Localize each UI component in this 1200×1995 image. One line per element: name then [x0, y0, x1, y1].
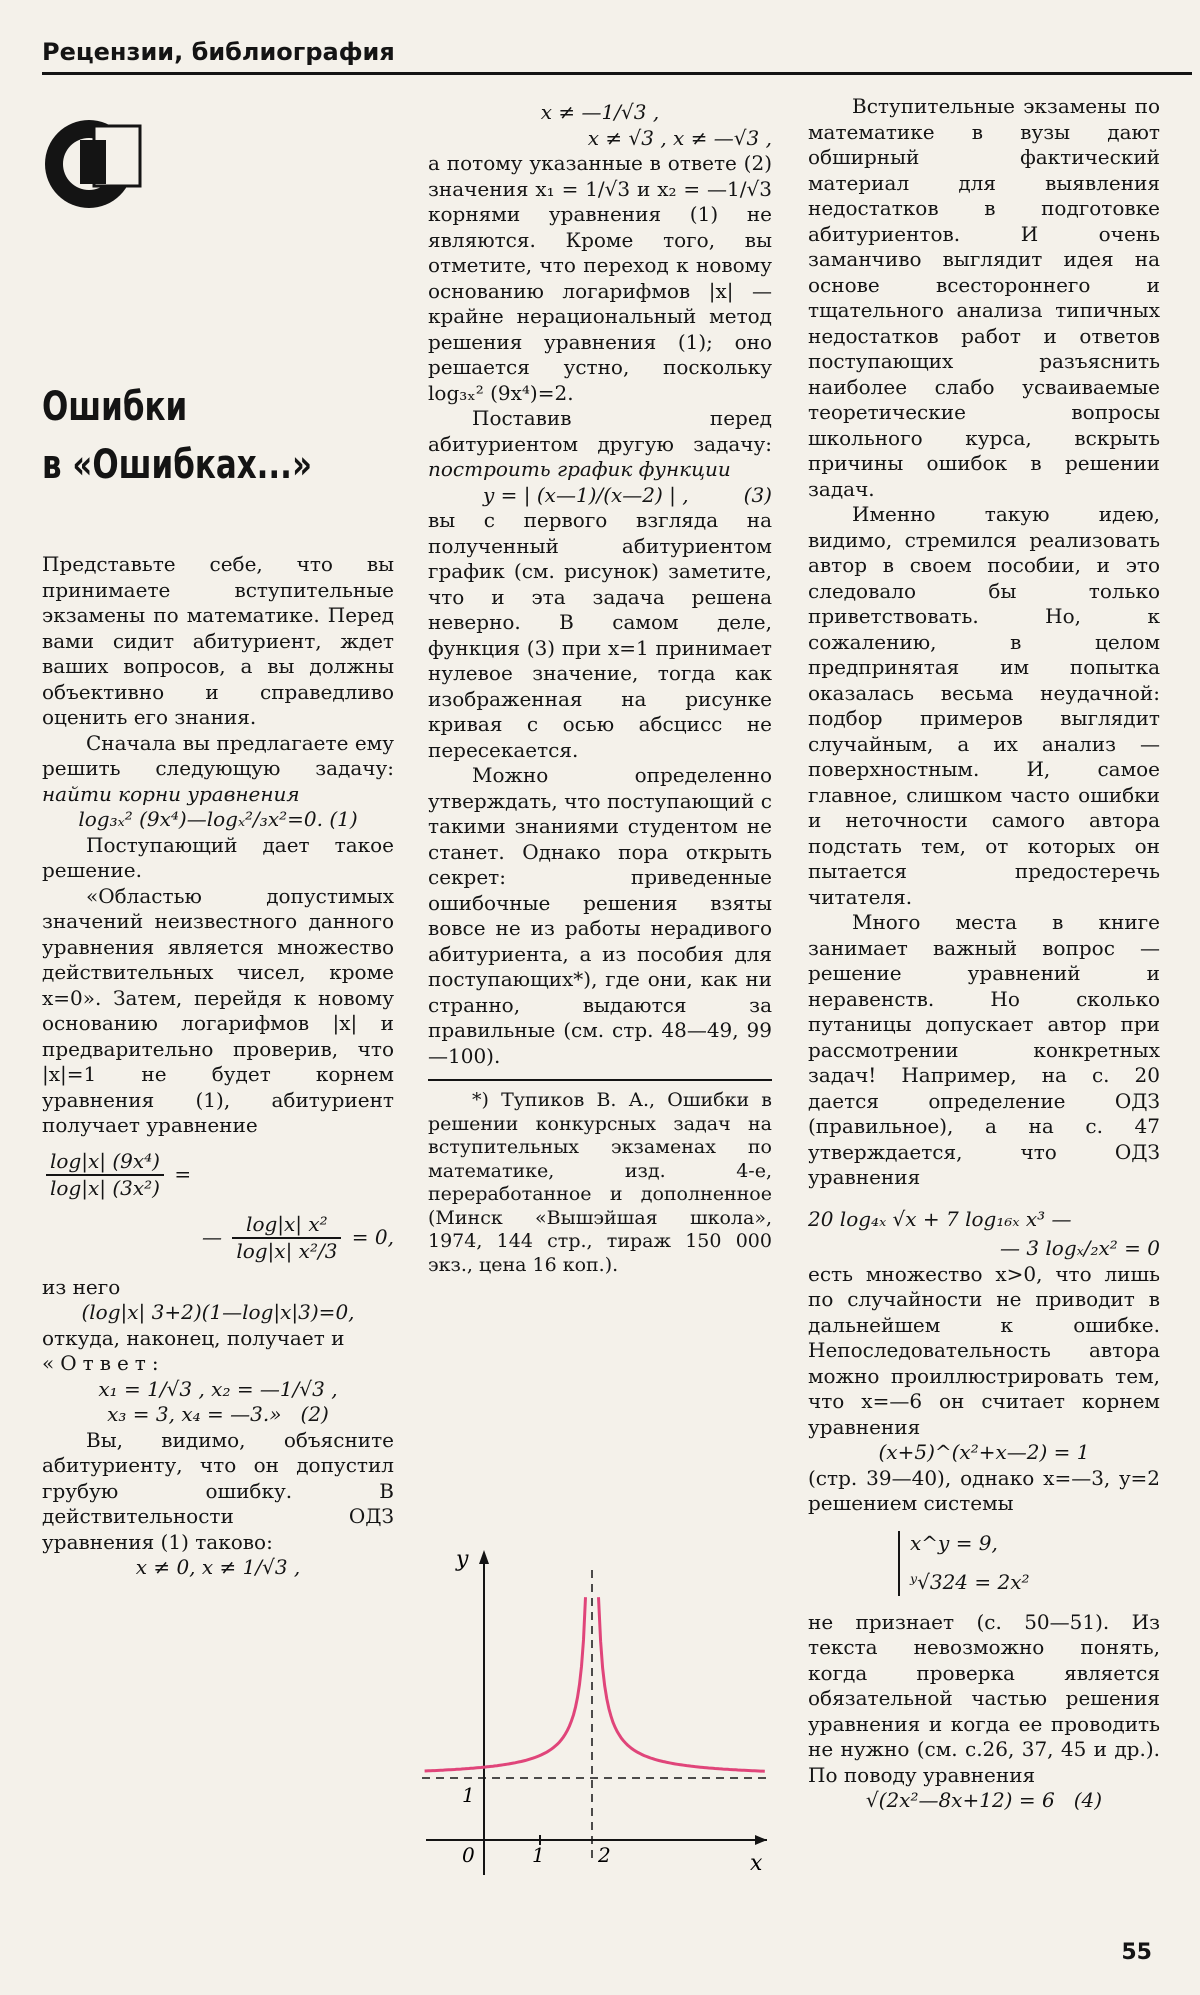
col3-paragraph-4: есть множество x>0, что лишь по случайности не приводит в дальнейшем к ошибке. Непоследовательность автора можно проиллюстрировать тем, что x=—6 он считает корнем уравнения [808, 1261, 1160, 1439]
y-axis-label: y [456, 1547, 469, 1572]
system-eq-1: x^y = 9, [910, 1530, 998, 1555]
fraction-b [232, 1212, 341, 1265]
equation-4 [808, 1788, 1160, 1814]
col1-paragraph-6: откуда, наконец, получает и [42, 1325, 345, 1350]
curve-right [599, 1597, 765, 1771]
column-1 [42, 552, 394, 1581]
y-tick-1-label: 1 [462, 1783, 475, 1807]
equation-log-ratio-2: — $\frac{\text{log|x| x²}}{\text{log|x| x²/3}}$ = 0, [201, 1211, 394, 1263]
title-line-2: в «Ошибках...» [42, 442, 312, 488]
fraction-a-num: log|x| (9x⁴) [46, 1149, 164, 1177]
title-line-1: Ошибки [42, 384, 188, 430]
col1-paragraph-2 [42, 731, 394, 808]
answer-line-2-number: (2) [300, 1402, 329, 1426]
system-of-equations [898, 1531, 1160, 1596]
x-axis-arrow [755, 1835, 767, 1845]
col1-p2-italic: найти корни уравнения [42, 781, 300, 806]
col3-paragraph-2: Именно такую идею, видимо, стремился реализовать автор в своем пособии, и это следовало бы только приветствовать. Но, к сожалению, в целом предпринятая им попытка оказалась весьма неудачной: подбор примеров выглядит случайным, а их анализ — поверхностным. И, самое главное, слишком часто ошибки и неточности самого автора подстать тем, от которых он пытается предостеречь читателя. [808, 502, 1160, 909]
fraction-b-num: log|x| x² [232, 1212, 341, 1240]
footnote-rule [428, 1079, 772, 1081]
fraction-b-den: log|x| x²/3 [236, 1239, 338, 1263]
origin-label: 0 [462, 1843, 475, 1867]
equation-4-number: (4) [1073, 1788, 1103, 1812]
col3-paragraph-1: Вступительные экзамены по математике в вузы дают обширный фактический материал для выявления недостатков в подготовке абитуриентов. И очень заманчиво выглядит идея на основе всестороннего и тщательного анализа типичных недостатков работ и ответов поступающих разъяснить наиболее слабо усваиваемые теоретические вопросы школьного курса, вскрыть причины ошибок в решении задач. [808, 94, 1160, 501]
col3-paragraph-5: (стр. 39—40), однако x=—3, y=2 решением системы [808, 1465, 1160, 1515]
column-3 [808, 94, 1160, 1814]
system-eq-2: ʸ√324 = 2x² [910, 1570, 1030, 1594]
section-logo-icon [42, 112, 142, 212]
function-graph [412, 1540, 772, 1880]
col2-paragraph-2 [428, 406, 772, 483]
col1-p2-text: Сначала вы предлагаете ему решить следующую задачу: [42, 730, 394, 780]
header-rule [42, 72, 1192, 75]
x-axis-label: x [750, 1851, 763, 1876]
col1-paragraph-3: Поступающий дает такое решение. [42, 832, 394, 882]
col1-paragraph-4: «Областью допустимых значений неизвестного данного уравнения является множество действительных чисел, кроме x=0». Затем, перейдя к новому основанию логарифмов |x| и предварительно проверив, что |x|=1 не будет корнем уравнения (1), абитуриент получает уравнение [42, 883, 394, 1137]
fraction-a [46, 1149, 164, 1202]
equation-3 [428, 483, 772, 509]
col3-paragraph-3: Много места в книге занимает важный вопрос — решение уравнений и неравенств. Но сколько путаницы допускает автор при рассмотрении конкретных задач! Например, на с. 20 дается определение ОДЗ (правильное), а на с. 47 утверждается, что ОДЗ уравнения [808, 910, 1160, 1189]
section-header: Рецензии, библиография [42, 38, 395, 66]
equation-odz-b: — 3 logₓ/₂x² = 0 [999, 1236, 1160, 1260]
equation-2: (log|x| 3+2)(1—log|x|3)=0, [81, 1300, 355, 1324]
equation-odz-a: 20 log₄ₓ √x + 7 log₁₆ₓ x³ — [808, 1206, 1072, 1231]
col2-p2-italic: построить график функции [428, 457, 731, 481]
col2-paragraph-3: вы с первого взгляда на полученный абитуриентом график (см. рисунок) заметите, что и эта задача решена неверно. В самом деле, функция (3) при x=1 принимает нулевое значение, тогда как изображенная на рисунке кривая с осью абсцисс не пересекается. [428, 508, 772, 762]
odz-line-1: x ≠ 0, x ≠ 1/√3 , [135, 1555, 301, 1579]
column-2 [428, 100, 772, 1277]
equation-1-number: (1) [329, 807, 358, 831]
article-title [42, 378, 352, 494]
col2-paragraph-1: а потому указанные в ответе (2) значения x₁ = 1/√3 и x₂ = —1/√3 корнями уравнения (1) не являются. Кроме того, вы отметите, что переход к новому основанию логарифмов |x| — крайне нерациональный метод решения уравнения (1); оно решается устно, поскольку log₃ₓ² (9x⁴)=2. [428, 151, 772, 405]
answer-line-2 [42, 1402, 394, 1428]
answer-line-1: x₁ = 1/√3 , x₂ = —1/√3 , [98, 1376, 338, 1401]
answer-line-2-body: x₃ = 3, x₄ = —3.» [107, 1402, 282, 1426]
equation-3-number: (3) [743, 482, 772, 507]
col2-paragraph-4: Можно определенно утверждать, что поступающий с такими знаниями студентом не станет. Однако пора открыть секрет: приведенные ошибочные решения взяты вовсе не из работы нерадивого абитуриента, а из пособия для поступающих*), где они, как ни странно, выдаются за правильные (см. стр. 48—49, 99—100). [428, 763, 772, 1068]
curve-left [425, 1597, 586, 1771]
y-axis-arrow [479, 1550, 489, 1564]
answer-label: «Ответ: [42, 1351, 165, 1375]
equation-1-body: log₃ₓ² (9x⁴)—logₓ²/₃x²=0. [78, 807, 323, 831]
odz-line-3: x ≠ √3 , x ≠ —√3 , [587, 125, 772, 150]
odz-line-2: x ≠ —1/√3 , [540, 100, 660, 124]
page-number: 55 [1121, 1940, 1152, 1965]
equation-1 [42, 807, 394, 833]
col1-paragraph-5: из него [42, 1274, 121, 1299]
x-tick-2-label: 2 [598, 1843, 611, 1867]
col3-paragraph-6: не признает (с. 50—51). Из текста невозможно понять, когда проверка является обязательной частью решения уравнения и когда ее проводить не нужно (см. с.26, 37, 45 и др.). По поводу уравнения [808, 1609, 1160, 1787]
footnote: *) Тупиков В. А., Ошибки в решении конкурсных задач на вступительных экзаменах по математике, изд. 4-е, переработанное и дополненное (Минск «Вышэйшая школа», 1974, 144 стр., тираж 150 000 экз., цена 16 коп.). [428, 1089, 772, 1276]
equation-4-body: √(2x²—8x+12) = 6 [865, 1788, 1055, 1812]
col1-paragraph-7: Вы, видимо, объясните абитуриенту, что он допустил грубую ошибку. В действительности ОДЗ уравнения (1) таково: [42, 1427, 394, 1554]
col1-paragraph-1: Представьте себе, что вы принимаете вступительные экзамены по математике. Перед вами сидит абитуриент, ждет ваших вопросов, а вы должны объективно и справедливо оценить его знания. [42, 552, 394, 729]
equation-log-ratio: $\frac{\text{log|x| (9x⁴)}}{\text{log|x| (3x²)}}$ = [42, 1149, 394, 1202]
equation-power: (x+5)^(x²+x—2) = 1 [878, 1440, 1090, 1464]
equation-3-body: y = | (x—1)/(x—2) | , [483, 482, 689, 507]
col2-p2-text: Поставив перед абитуриентом другую задачу: [428, 406, 772, 456]
fraction-a-den: log|x| (3x²) [50, 1176, 160, 1200]
fraction-b-tail: = 0, [351, 1224, 394, 1249]
x-tick-1-label: 1 [532, 1843, 545, 1867]
